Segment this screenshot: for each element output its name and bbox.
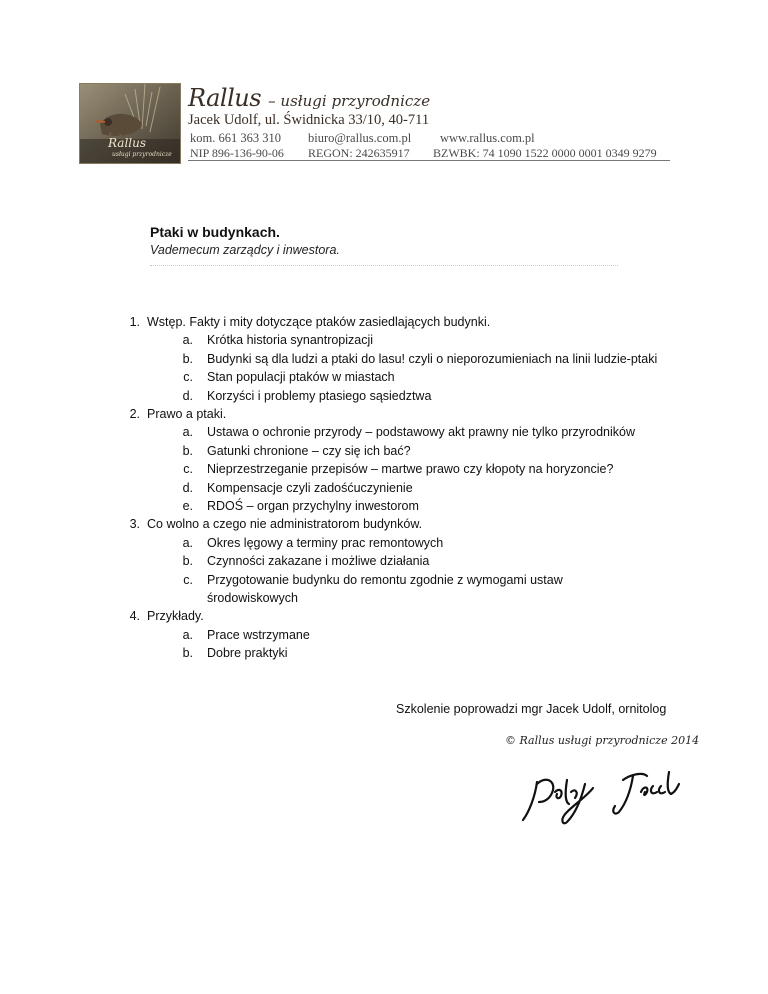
letterhead-phone: kom. 661 363 310 [190,131,281,145]
subitem-letter: d. [182,388,193,403]
letterhead-email[interactable]: biuro@rallus.com.pl [308,131,412,145]
letterhead-nip: NIP 896-136-90-06 [190,146,284,160]
outline-text: Co wolno a czego nie administratorom budynków. [147,517,423,532]
letterhead-title [188,84,430,112]
outline-text: Prawo a ptaki. [147,407,227,421]
outline-number: 4. [129,609,140,624]
brand-tagline: – usługi przyrodnicze [268,92,431,110]
subitem-text: Dobre praktyki [207,646,288,661]
subitem-text: Okres lęgowy a terminy prac remontowych [207,535,444,550]
subitem-text: Stan populacji ptaków w miastach [207,370,395,385]
subitem-letter: b. [182,646,193,661]
letterhead-address: Jacek Udolf, ul. Świdnicka 33/10, 40-711 [188,112,430,128]
trainer-note: Szkolenie poprowadzi mgr Jacek Udolf, ornitolog [396,702,667,716]
subitem-letter: e. [182,499,193,513]
subitem-text: RDOŚ – organ przychylny inwestorom [207,499,419,513]
subitem-letter: c. [183,370,193,385]
title-divider [150,265,618,266]
subitem-text: Przygotowanie budynku do remontu zgodnie z wymogami ustaw [207,572,563,587]
letterhead-bank: BZWBK: 74 1090 1522 0000 0001 0349 9279 [433,146,657,160]
subitem-letter: c. [183,462,193,477]
subitem-letter: a. [182,627,193,642]
brand-name: Rallus [188,84,262,112]
subitem-text: Czynności zakazane i możliwe działania [207,554,430,569]
document-subtitle: Vademecum zarządcy i inwestora. [150,243,340,257]
subitem-text: Kompensacje czyli zadośćuczynienie [207,480,413,495]
subitem-text: Ustawa o ochronie przyrody – podstawowy akt prawny nie tylko przyrodników [207,425,635,440]
subitem-letter: a. [182,535,193,550]
handwritten-signature [515,762,685,832]
subitem-letter: a. [182,425,193,440]
outline-number: 2. [129,407,140,421]
outline-text: Przykłady. [147,609,204,624]
subitem-letter: b. [182,443,193,458]
outline-number: 3. [129,517,140,532]
subitem-letter: d. [182,480,193,495]
logo-subtext: usługi przyrodnicze [112,151,172,158]
subitem-text: Budynki są dla ludzi a ptaki do lasu! czyli o nieporozumieniach na linii ludzie-ptaki [207,351,658,366]
subitem-text: Gatunki chronione – czy się ich bać? [207,443,411,458]
copyright-line: © Rallus usługi przyrodnicze 2014 [505,734,700,747]
subitem-text: Korzyści i problemy ptasiego sąsiedztwa [207,388,432,403]
letterhead-divider [188,160,670,161]
company-logo [79,83,181,164]
subitem-letter: b. [182,554,193,569]
document-title: Ptaki w budynkach. [150,224,280,240]
subitem-letter: a. [182,333,193,348]
subitem-text: Nieprzestrzeganie przepisów – martwe prawo czy kłopoty na horyzoncie? [207,462,614,477]
letterhead-regon: REGON: 242635917 [308,146,410,160]
subitem-letter: b. [182,351,193,366]
logo-text: Rallus [108,136,147,150]
outline-number: 1. [129,315,140,329]
subitem-letter: c. [183,572,193,587]
subitem-continuation: środowiskowych [207,591,299,605]
subitem-text: Krótka historia synantropizacji [207,333,374,348]
letterhead-website[interactable]: www.rallus.com.pl [440,131,535,145]
outline-text: Wstęp. Fakty i mity dotyczące ptaków zasiedlających budynki. [147,315,491,329]
subitem-text: Prace wstrzymane [207,627,310,642]
